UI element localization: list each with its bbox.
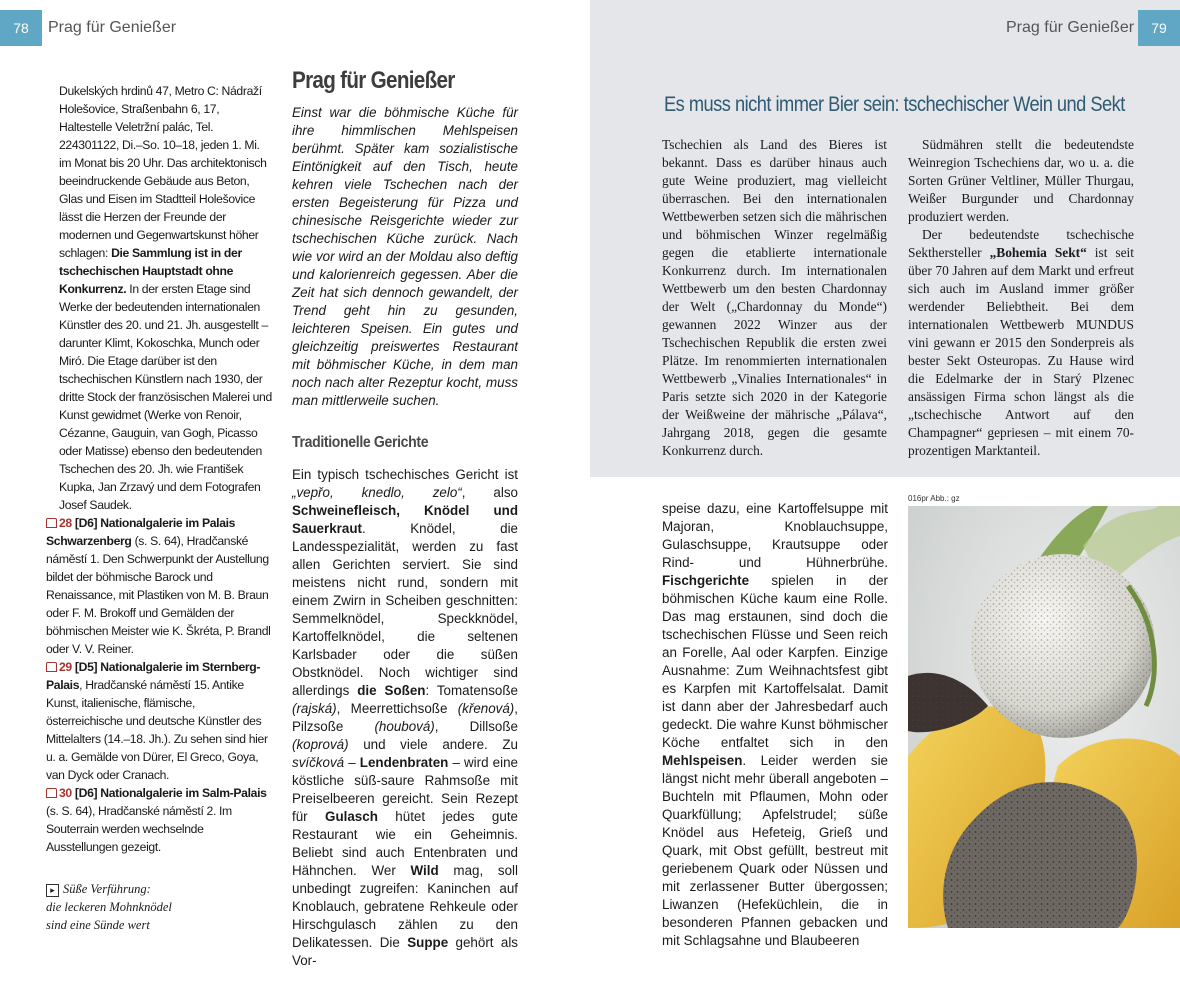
listing-entry-28: 28 [D6] Nationalgalerie im Palais Schwarzenberg (s. S. 64), Hradčanské náměstí 1. Den Schwerpunkt der Austellung bildet der böhmische Barock und Renaissance, mit Plastiken von M. B. Braun oder F. M. Brokoff und Gemälden der böhmischen Meister wie K. Škréta, P. Brandl oder V. V. Reiner. <box>46 516 271 656</box>
photo-caption: ▸ Süße Verführung: die leckeren Mohnknödel sind eine Sünde wert <box>46 882 172 932</box>
photo-credit: 016pr Abb.: gz <box>908 494 960 503</box>
running-head-left: Prag für Genießer <box>48 19 177 36</box>
listing-entry-29: 29 [D5] Nationalgalerie im Sternberg-Palais, Hradčanské náměstí 15. Antike Kunst, italienische, flämische, österreichische und deutsche Künstler des Mittelalters (14.–18. Jh.). Zu sehen sind hier u. a. Gemälde von Dürer, El Greco, Goya, van Dyck oder Cranach. <box>46 660 268 782</box>
caption-arrow-icon: ▸ <box>46 884 59 897</box>
page-number-right: 79 <box>1138 10 1180 46</box>
running-head-right: Prag für Genießer <box>1006 19 1135 36</box>
section-heading: Traditionelle Gerichte <box>292 434 429 451</box>
listing-entry-30: 30 [D6] Nationalgalerie im Salm-Palais (s. S. 64), Hradčanské náměstí 2. Im Souterrain werden wechselnde Ausstellungen gezeigt. <box>46 786 267 854</box>
main-column-right: speise dazu, eine Kartoffelsuppe mit Majoran, Knoblauchsuppe, Gulaschsuppe, Krautsuppe oder Rind- und Hühnerbrühe. Fischgerichte spielen in der böhmischen Küche kaum eine Rolle. Das mag erstaunen, sind doch die tschechischen Flüsse und Seen reich an Forelle, Aal oder Karpfen. Einzige Ausnahme: Zum Weihnachtsfest gibt es Karpfen mit Kartoffelsalat. Damit ist dann aber der Jahresbedarf auch gedeckt. Die wahre Kunst böhmischer Köche entfaltet sich in den Mehlspeisen. Leider werden sie längst nicht mehr überall angeboten – Buchteln mit Pflaumen, Mohn oder Quarkfüllung; Apfelstrudel; süße Knödel aus Hefeteig, Grieß und Quark, mit Obst gefüllt, bestreut mit geriebenem Quark oder Nüssen und mit zerlassener Butter übergossen; Liwanzen (Hefeküchlein, die in besonderen Pfannen gebacken und mit Schlagsahne und Blaubeeren <box>662 501 888 948</box>
intro-paragraph: Einst war die böhmische Küche für ihre himmlischen Mehlspeisen berühmt. Später kam sozialistische Eintönigkeit auf den Tisch, heute kehren viele Tschechen nach der ersten Begeisterung für Pizza und chinesische Reisgerichte wieder zur tschechischen Küche zurück. Nach wie vor wird an der Moldau also deftig und kalorienreich gegessen. Aber die Zeit hat sich dennoch gewandelt, der Trend geht hin zu gesunden, leichteren Speisen. Ein gutes und gleichzeitig preiswertes Restaurant mit böhmischer Küche, in dem man noch nach alter Rezeptur kocht, muss man mittlerweile suchen. <box>292 105 518 408</box>
museum-icon <box>46 518 57 528</box>
mohnknoedel-image <box>908 506 1180 928</box>
main-column-left <box>292 67 518 970</box>
dessert-photo <box>908 506 1180 928</box>
page-number-left: 78 <box>0 10 42 46</box>
museum-icon <box>46 662 57 672</box>
listing-entry-museum: Dukelských hrdinů 47, Metro C: Nádraží Holešovice, Straßenbahn 6, 17, Haltestelle Veletržní palác, Tel. 224301122, Di.–So. 10–18, jeden 1. Mi. im Monat bis 20 Uhr. Das architektonisch beeindruckende Gebäude aus Beton, Glas und Eisen im Stadtteil Holešovice lässt die Herzen der Freunde der modernen und Gegenwartskunst höher schlagen: Die Sammlung ist in der tschechischen Hauptstadt ohne Konkurrenz. In der ersten Etage sind Werke der bedeutenden internationalen Künstler des 20. und 21. Jh. ausgestellt – darunter Klimt, Kokoschka, Munch oder Miró. Die Etage darüber ist den tschechischen Künstlern nach 1930, der dritte Stock der französischen Malerei und Kunst gewidmet (Werke von Renoir, Cézanne, Gauguin, van Gogh, Picasso oder Matisse) ebenso den bedeutenden Tschechen des 20. Jh. wie František Kupka, Jan Zrzavý und dem Fotografen Josef Saudek. <box>59 84 272 512</box>
box-column-right: Südmähren stellt die bedeutendste Weinregion Tschechiens dar, wo u. a. die Sorten Grüner Veltliner, Müller Thurgau, Weißer Burgunder und Chardonnay produziert werden. Der bedeutendste tschechische Sekthersteller „Bohemia Sekt“ ist seit über 70 Jahren auf dem Markt und erfreut sich auch im Ausland immer größer werdender Beliebtheit. Bei dem internationalen Wettbewerb MUNDUS vini gewann er 2015 den Sonderpreis als bester Sekt Osteuropas. Zu Hause wird die Edelmarke der in Starý Plzenec ansässigen Firma schon längst als die „tschechische Antwort auf den Champagner“ gepriesen – mit einem 70-prozentigen Marktanteil. <box>908 137 1134 458</box>
box-column-left: Tschechien als Land des Bieres ist bekannt. Dass es darüber hinaus auch gute Weine produziert, mag vielleicht überraschen. Bei den internationalen Wettbewerben setzen sich die mährischen und böhmischen Winzer regelmäßig gegen die etablierte internationale Konkurrenz durch. Im internationalen Wettbewerb um den besten Chardonnay der Welt („Chardonnay du Monde“) gewannen 2022 Winzer aus der Tschechischen Republik die ersten zwei Plätze. Im renommierten internationalen Wettbewerb „Vinalies Internationales“ in Paris setzte sich 2020 in der Kategorie der Weißweine der mährische „Pálava“, Jahrgang 2018, gegen die gesamte Konkurrenz durch. <box>662 137 887 458</box>
box-heading: Es muss nicht immer Bier sein: tschechischer Wein und Sekt <box>664 93 1125 116</box>
listing-column <box>46 82 272 856</box>
museum-icon <box>46 788 57 798</box>
body-paragraph: Ein typisch tschechisches Gericht ist „vepřo, knedlo, zelo“, also Schweinefleisch, Knödel und Sauerkraut. Knödel, die Landesspezialität, werden zu fast allen Gerichten serviert. Sie sind meistens nicht rund, sondern mit einem Zwirn in Scheiben geschnitten: Semmelknödel, Speckknödel, Kartoffelknödel, die seltenen Karlsbader oder die süßen Obstknödel. Noch wichtiger sind allerdings die Soßen: Tomatensoße (rajská), Meerrettichsoße (křenová), Pilzsoße (houbová), Dillsoße (koprová) und viele andere. Zu svíčková – Lendenbraten – wird eine köstliche süß-saure Rahmsoße mit Preiselbeeren gereicht. Sein Rezept für Gulasch hütet jedes gute Restaurant wie ein Geheimnis. Beliebt sind auch Entenbraten und Hähnchen. Wer Wild mag, soll unbedingt zugreifen: Kaninchen auf Knoblauch, gebratene Rehkeule oder Hirschgulasch zählen zu den Delikatessen. Die Suppe gehört als Vor- <box>292 467 518 968</box>
page-title: Prag für Genießer <box>292 67 455 94</box>
